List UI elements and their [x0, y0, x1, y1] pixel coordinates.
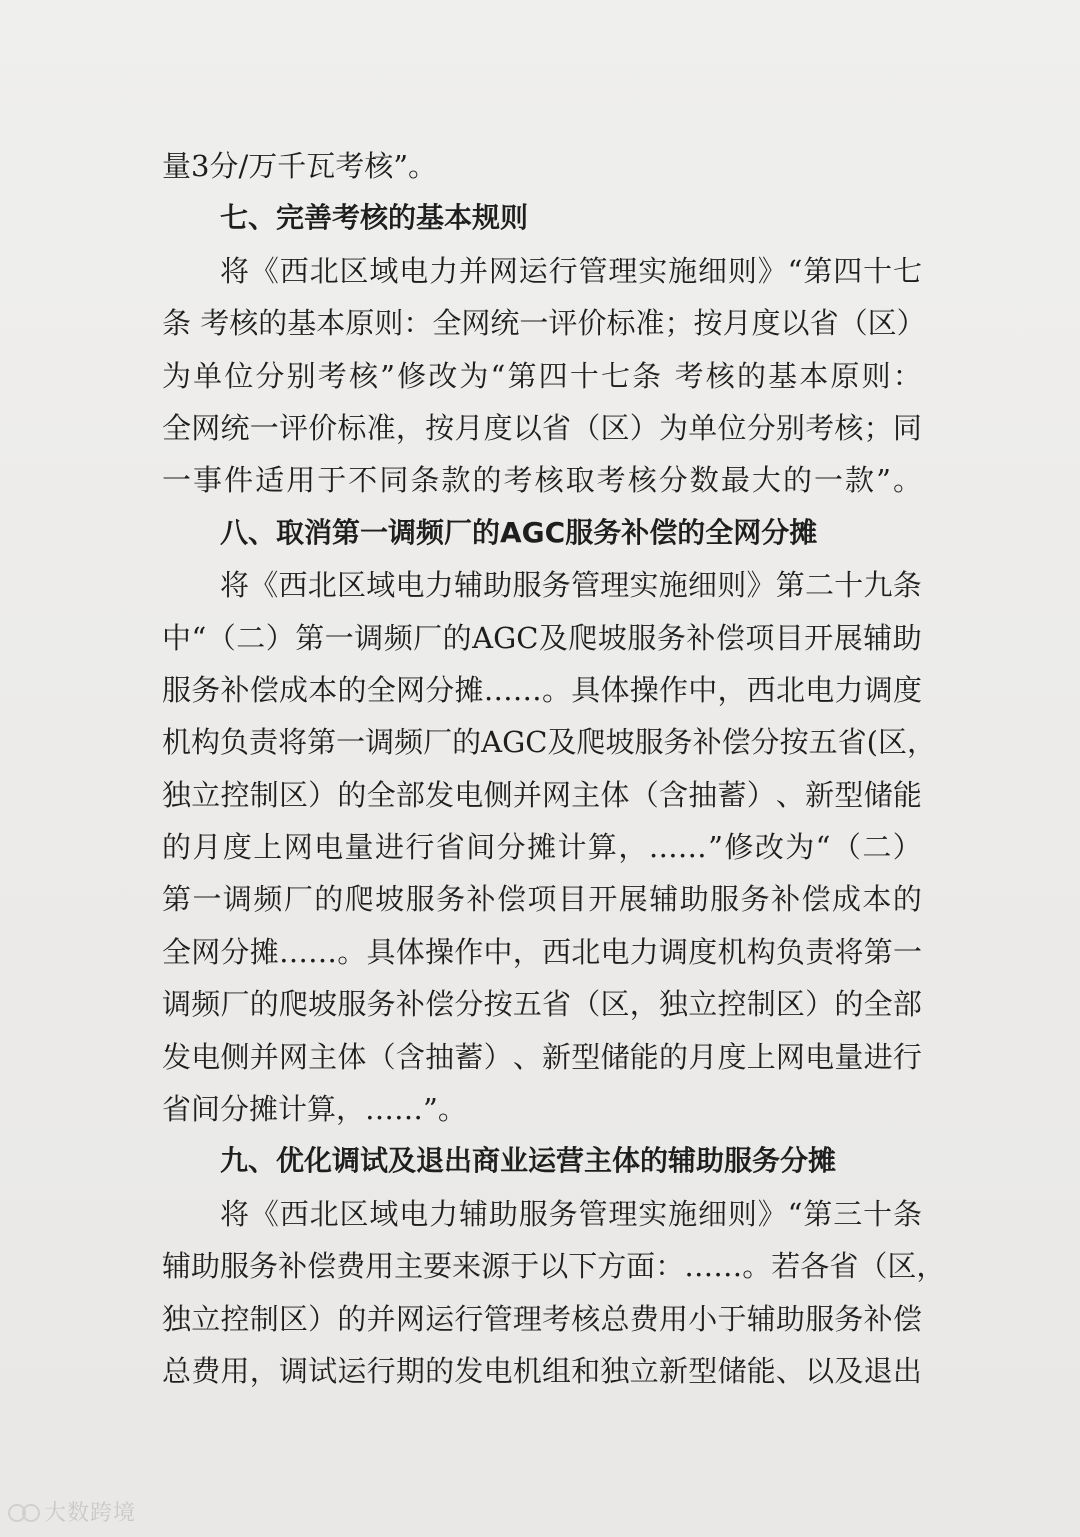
watermark-text: 大数跨境 [44, 1501, 137, 1526]
text-line: 独 立 控 制 区 ） 的 全 部 发 电 侧 并 网 主 体 （ 含 抽 蓄 ） 、 新 型 储 能 [162, 777, 922, 812]
text-line: 辅 助 服 务 补 偿 费 用 主 要 来 源 于 以 下 方 面 ： …… 。 若 各 省 （ 区 ， [162, 1249, 946, 1284]
text-line: 调 频 厂 的 爬 坡 服 务 补 偿 分 按 五 省 （ 区 ， 独 立 控 制 区 ） 的 全 部 [162, 987, 922, 1022]
text-line: 将 《 西 北 区 域 电 力 并 网 运 行 管 理 实 施 细 则 》 “ 第 四 十 七 [220, 253, 922, 288]
section-heading: 八、取消第一调频厂的AGC服务补偿的全网分摊 [220, 515, 818, 549]
text-line: 机 构 负 责 将 第 一 调 频 厂 的 AGC 及 爬 坡 服 务 补 偿 分 按 五 省 ( 区 ， [162, 725, 937, 760]
text-line: 量3分/万千瓦考核”。 [162, 149, 438, 183]
document-body [162, 140, 946, 1397]
watermark-logo-icon [6, 1501, 40, 1523]
text-line: 将 《 西 北 区 域 电 力 辅 助 服 务 管 理 实 施 细 则 》 “ 第 三 十 条 [220, 1196, 922, 1231]
text-line: 第 一 调 频 厂 的 爬 坡 服 务 补 偿 项 目 开 展 辅 助 服 务 补 偿 成 本 的 [162, 882, 922, 917]
text-line: 发 电 侧 并 网 主 体 （ 含 抽 蓄 ） 、 新 型 储 能 的 月 度 上 网 电 量 进 行 [162, 1039, 922, 1074]
text-line: 省间分摊计算，……”。 [162, 1092, 467, 1127]
text-line: 服 务 补 偿 成 本 的 全 网 分 摊 …… 。 具 体 操 作 中 ， 西 北 电 力 调 度 [162, 672, 922, 707]
text-line: 全 网 统 一 评 价 标 准 ， 按 月 度 以 省 （ 区 ） 为 单 位 分 别 考 核 ； 同 [162, 410, 922, 445]
text-line: 一 事 件 适 用 于 不 同 条 款 的 考 核 取 考 核 分 数 最 大 的 一 款 ” 。 [162, 463, 922, 498]
section-heading: 七、完善考核的基本规则 [220, 201, 529, 235]
section-heading: 九、优化调试及退出商业运营主体的辅助服务分摊 [220, 1144, 837, 1178]
text-line: 的 月 度 上 网 电 量 进 行 省 间 分 摊 计 算 ， …… ” 修 改 为 “ （ 二 ） [162, 830, 922, 865]
text-line: 将 《 西 北 区 域 电 力 辅 助 服 务 管 理 实 施 细 则 》 第 二 十 九 条 [220, 568, 922, 603]
watermark [6, 1496, 136, 1527]
text-line: 全 网 分 摊 …… 。 具 体 操 作 中 ， 西 北 电 力 调 度 机 构 负 责 将 第 一 [162, 934, 922, 969]
text-line: 条 考 核 的 基 本 原 则 ： 全 网 统 一 评 价 标 准 ； 按 月 度 以 省 （ 区 ） [162, 306, 926, 341]
text-line: 为 单 位 分 别 考 核 ” 修 改 为 “ 第 四 十 七 条 考 核 的 基 本 原 则 ： [162, 358, 922, 393]
text-line: 总 费 用 ， 调 试 运 行 期 的 发 电 机 组 和 独 立 新 型 储 能 、 以 及 退 出 [162, 1353, 922, 1388]
text-line: 独 立 控 制 区 ） 的 并 网 运 行 管 理 考 核 总 费 用 小 于 辅 助 服 务 补 偿 [162, 1301, 922, 1336]
text-line: 中 “ （ 二 ） 第 一 调 频 厂 的 AGC 及 爬 坡 服 务 补 偿 项 目 开 展 辅 助 [162, 620, 922, 655]
